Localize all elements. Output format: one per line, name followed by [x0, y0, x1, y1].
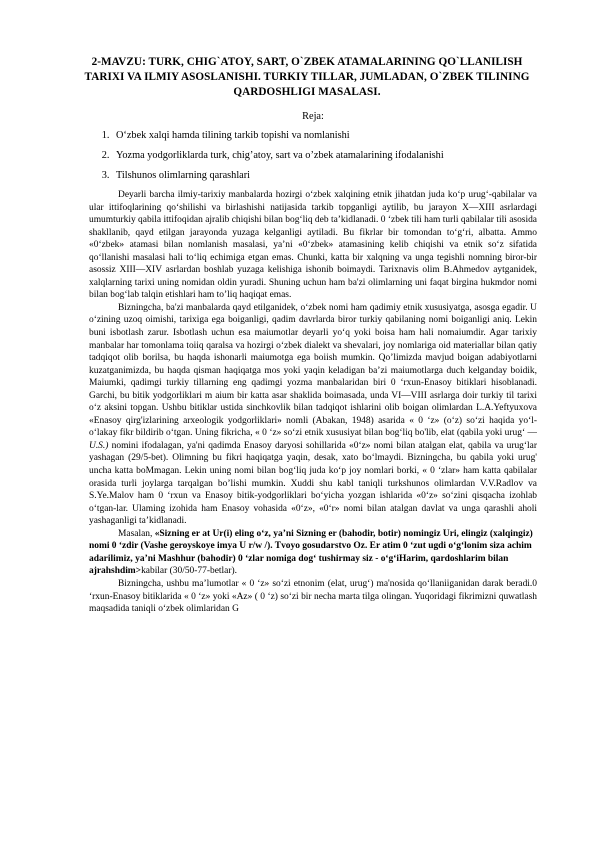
paragraph-2-text: Bizningcha, ba'zi manbalarda qayd etilganidek, o‘zbek nomi ham qadimiy etnik xususiyatga, asosga egadir. U o‘zining uzoq oimishi, tarixiga ega boiganligi, qadim davrlarda biror turkiy qabilaning nomi boiganligi aniq. Lekin buni isbotlash zarur. Isbotlash uchun esa maiumotlar deyarli yo‘q yoki boisa ham hali nomaiumdir. Agar tarixiy manbalar har tomonlama toiiq qaralsa va hozirgi o‘zbek dialekt va shevalari, joy nomlariga oid materiallar bilan qatiy tadqiqot olib borilsa, bu haqda ishonarli maiumotga ega boiish mumkin. Qo’limizda mavjud boigan adabiyotlarni kuzatganimizda, bu haqda qisman haqiqatga mos yoki yaqin keladigan ba’zi maiumotlarga duch kelganday boidik, Maiumki, qadimgi turkiy tillarning eng qadimgi yozma manbalaridan biri 0 ‘rxun-Enasoy bitiklari hisoblanadi. Garchi, bu bitik yodgorliklari m aium bir katta asar shaklida boimasada, unda VI—VIII asrlarga doir turkiy til tarixi o‘z aksini topgan. Ushbu bitiklar ustida sinchkovlik bilan tadqiqot ishlarini olib boigan olimlardan L.A.Yeftyuxova «Enasoy qirg'izlarining arxeologik yodgorliklari» nomli (Abakan, 1948) asarida « 0 ‘z» (o‘z) so‘zi haqida yo‘l-o‘lakay fikr bildirib o‘tgan. Uning fikricha, « 0 ‘z» so‘zi etnik xususiyat bilan bog‘liq bo'lib, elat (qabila yoki urug‘ — [89, 302, 537, 439]
plan-item: 3. Tilshunos olimlarning qarashlari [112, 169, 537, 182]
paragraph-2-continuation: nomini ifodalagan, ya'ni qadimda Enasoy daryosi sohillarida «0‘z» nomi bilan atalgan elat, qabila va urug‘lar yashagan (29/5-bet). Olimning bu fikri haqiqatga yaqin, desak, xato bo‘lmaydi. Bizningcha, bu qabila yoki urug' uncha katta boMmagan. Lekin uning nomi bilan bog‘liq juda ko‘p joy nomlari borki, « 0 ‘zlar» ham katta qabilalar orasida turli joylarga tarqalgan bo’lishi mumkin. Xuddi shu kabl taniqli turkshunos olimlardan V.V.Radlov va S.Ye.Malov ham 0 ‘rxun va Enasoy bitik-yodgorliklari bo‘yicha yozgan ishlarida «0‘z» so‘zini qisqacha izohlab o‘tgan-lar. Ulaming izohida ham Enasoy vohasida «0‘z», «0‘r» nomi bilan atalgan davlat va unga qarashli aholi yashaganligi ta’kidlanadi. [89, 440, 537, 527]
plan-list [89, 129, 537, 182]
page-title: 2-MAVZU: TURK, CHIG`ATOY, SART, O`ZBEK ATAMALARINING QO`LLANILISH TARIXI VA ILMIY ASOSLANISHI. TURKIY TILLAR, JUMLADAN, O`ZBEK TILINING QARDOSHLIGI MASALASI. [84, 56, 530, 98]
paragraph-3-quote: «Sizning er at Ur(i) eling o‘z, ya’ni Sizning er (bahodir, botir) nomingiz Uri, elingiz (xalqingiz) nomi 0 ‘zdir (Vashe geroyskoye imya U r/w /). Tvoyo gosudarstvo Oz. Er atim 0 ‘zut ugdi o‘g‘lonim siza achim adarilimiz, ya’ni Mashhur (bahodir) 0 ‘zlar nomiga dog‘ tushirmay siz - o‘g‘iHarim, qardoshlarim bilan ajrahshdim> [89, 528, 533, 577]
paragraph-2-italic: U.S.) [89, 440, 109, 451]
paragraph-1: Deyarli barcha ilmiy-tarixiy manbalarda hozirgi o‘zbek xalqining etnik jihatdan juda ko‘p urug‘-qabilalar va ular ittifoqlarining qo‘shilishi va birlashishi natijasida tarkib topganligi aytilib, bu jarayon X—XIII asrlardagi umumturkiy qabila ittifoqidan ajralib chiqishi bilan bog‘liq deb ta’kidlanadi. 0 ‘zbek tili ham turli qabilalar tili asosida shakllanib, qayd etilgan jarayonda yuzaga kelganligi aytiladi. Bu fikrlar bir tomondan to‘g‘ri, albatta. Ammo «0‘zbek» atamasi bilan nomlanish masalasi, ya’ni «0‘zbek» atamasining kelib chiqishi va etnik so‘z sifatida qo‘llanishi masalasi hali to‘liq echimiga etgan emas. Chunki, katta bir xalqning va unga tegishli nomning biror-bir asossiz XIII—XIV asrlardan boshlab yuzaga kelishiga ishonib boimaydi. Tarixnavis olim B.Ahmedov aytganidek, xalqlarning tarixi uning nomidan oldin yuradi. Shuning uchun ham ba'zi olimlarning uni faqat birgina hukmdor nomi bilan bog‘lab talqin etishlari ham to’liq haqiqat emas. [89, 190, 537, 301]
plan-heading: Reja: [302, 111, 324, 122]
paragraph-3-intro: Masalan, [118, 528, 153, 539]
paragraph-4: Bizningcha, ushbu ma’lumotlar « 0 ‘z» so‘zi etnonim (elat, urug‘) ma'nosida qo‘llaniiganidan darak beradi.0 ‘rxun-Enasoy bitiklarida « 0 ‘z» yoki «Az» ( 0 ‘z) so‘zi bir necha marta tilga olingan. Yuqoridagi fikrimizni quwatlash maqsadida taniqli o‘zbek olimlaridan G [89, 578, 537, 615]
paragraph-3-end: kabilar (30/50-77-betlar). [141, 566, 237, 577]
paragraph-2 [89, 302, 537, 528]
plan-item: 1. O‘zbek xalqi hamda tilining tarkib topishi va nomlanishi [112, 129, 537, 142]
paragraph-3 [89, 528, 537, 578]
plan-item: 2. Yozma yodgorliklarda turk, chig’atoy, sart va o’zbek atamalarining ifodalanishi [112, 149, 537, 162]
